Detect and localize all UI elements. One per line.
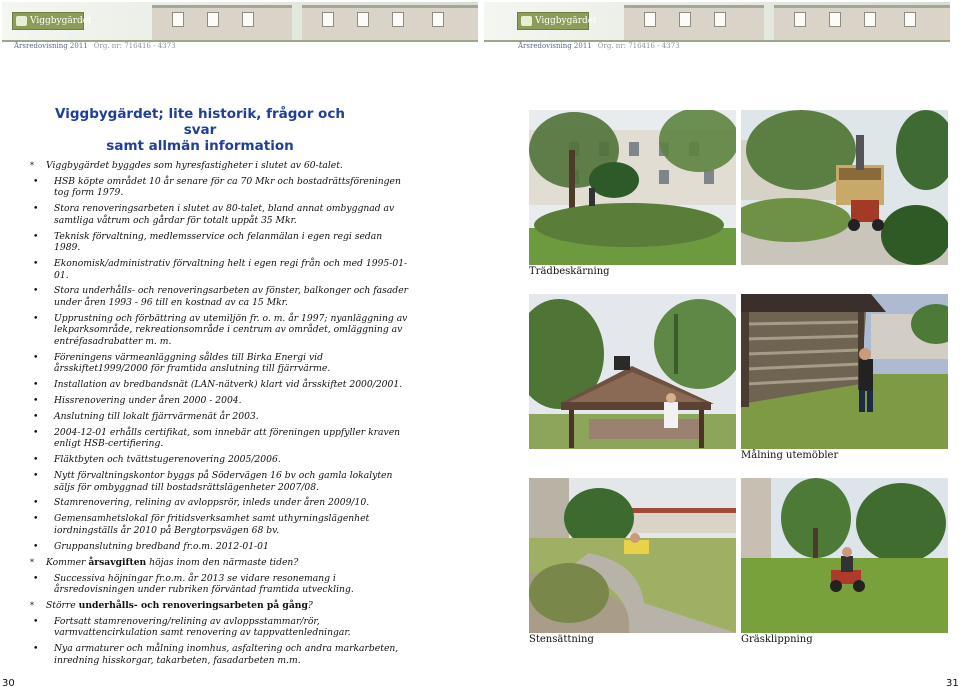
bullet: • bbox=[33, 540, 39, 552]
item-prefix: Kommer bbox=[46, 556, 89, 568]
item-text bbox=[46, 600, 313, 611]
bullet: • bbox=[33, 312, 39, 324]
lawn-mowing-photo bbox=[741, 478, 948, 633]
bullet: * bbox=[30, 161, 34, 170]
caption-tree-pruning: Trädbeskärning bbox=[529, 266, 610, 277]
item-text: Upprustning och förbättring av utemiljön fr. o. m. år 1997; nyanläggning av lekparksområde, rekreationsområde i centrum av området, omläggning av entréfasadrabatter m. m. bbox=[54, 312, 408, 347]
history-list bbox=[30, 160, 410, 671]
bullet: • bbox=[33, 470, 39, 482]
history-item bbox=[30, 258, 410, 281]
tree-pruning-image-2 bbox=[741, 110, 948, 265]
bullet: • bbox=[33, 643, 39, 655]
history-item bbox=[30, 379, 410, 391]
bullet: • bbox=[33, 379, 39, 391]
item-text: Nytt förvaltningskontor byggs på Södervägen 16 bv och gamla lokalyten säljs för ombyggnad till bostadsrättslägenheter 2007/08. bbox=[54, 470, 393, 493]
bullet: • bbox=[33, 203, 39, 215]
bullet: • bbox=[33, 572, 39, 584]
caption-painting: Målning utemöbler bbox=[741, 450, 839, 461]
bullet: • bbox=[33, 175, 39, 187]
lawn-mowing-image bbox=[741, 478, 948, 633]
item-text: Stora underhålls- och renoveringsarbeten av fönster, balkonger och fasader under åren 1993 - 96 till en kostnad av ca 15 Mkr. bbox=[54, 285, 409, 308]
left-header-subtitle bbox=[14, 42, 176, 50]
caption-lawn-mowing: Gräsklippning bbox=[741, 634, 813, 645]
history-item bbox=[30, 231, 410, 254]
history-item bbox=[30, 454, 410, 466]
bullet: • bbox=[33, 454, 39, 466]
page-title bbox=[40, 106, 360, 154]
caption-stone-setting: Stensättning bbox=[529, 634, 594, 645]
bullet: • bbox=[33, 615, 39, 627]
title-line-2: samt allmän information bbox=[106, 138, 294, 154]
item-text: Fläktbyten och tvättstugerenovering 2005/2006. bbox=[54, 454, 281, 466]
item-text: Nya armaturer och målning inomhus, asfaltering och andra markarbeten, inredning hisskorgar, takarbeten, fasadarbeten m.m. bbox=[54, 643, 399, 666]
item-prefix: Större bbox=[46, 599, 79, 611]
item-suffix: höjas inom den närmaste tiden? bbox=[146, 556, 299, 568]
viggbygardet-logo: Viggbygärdet bbox=[12, 12, 84, 30]
history-item bbox=[30, 513, 410, 536]
item-text: Föreningens värmeanläggning såldes till Birka Energi vid årsskiftet1999/2000 för framtida anslutning till fjärrvärme. bbox=[54, 351, 331, 375]
bullet: • bbox=[33, 285, 39, 297]
painting-photo-1 bbox=[529, 294, 736, 449]
history-item bbox=[30, 643, 410, 666]
item-text: Viggbygärdet byggdes som hyresfastigheter i slutet av 60-talet. bbox=[46, 160, 343, 171]
bullet: • bbox=[33, 258, 39, 270]
report-label-right: Årsredovisning 2011 bbox=[518, 42, 592, 50]
history-item bbox=[30, 541, 410, 553]
item-text: Fortsatt stamrenovering/relining av avloppsstammar/rör, varmvattencirkulation samt renovering av tappvattenledningar. bbox=[54, 615, 351, 639]
bullet: * bbox=[30, 600, 34, 610]
bullet: * bbox=[30, 557, 34, 567]
item-text: Gemensamhetslokal för fritidsverksamhet samt uthyrningslägenhet iordningställs år 2010 på Bergtorpsvägen 68 bv. bbox=[54, 513, 370, 536]
history-item bbox=[30, 352, 410, 375]
right-header-subtitle bbox=[518, 42, 680, 50]
painting-photo-2 bbox=[741, 294, 948, 449]
history-item bbox=[30, 203, 410, 226]
viggbygardet-logo-right: Viggbygärdet bbox=[517, 12, 589, 30]
item-text: Installation av bredbandsnät (LAN-nätverk) klart vid årsskiftet 2000/2001. bbox=[54, 379, 403, 391]
history-item bbox=[30, 411, 410, 423]
item-suffix: ? bbox=[307, 599, 313, 611]
item-text: Gruppanslutning bredband fr.o.m. 2012-01-01 bbox=[54, 540, 269, 552]
bullet: • bbox=[33, 351, 39, 363]
tree-pruning-photo-1 bbox=[529, 110, 736, 265]
item-text: Stora renoveringsarbeten i slutet av 80-talet, bland annat ombyggnad av samtliga våtrum och gårdar för totalt uppåt 35 Mkr. bbox=[54, 203, 395, 226]
question-item bbox=[30, 600, 410, 612]
org-number: Org. nr: 716416 - 4373 bbox=[93, 42, 176, 50]
item-text: Ekonomisk/administrativ förvaltning helt i egen regi från och med 1995-01-01. bbox=[54, 258, 408, 281]
item-text bbox=[46, 557, 298, 568]
stone-setting-image bbox=[529, 478, 736, 633]
history-item bbox=[30, 285, 410, 308]
report-label: Årsredovisning 2011 bbox=[14, 42, 88, 50]
item-text: Teknisk förvaltning, medlemsservice och felanmälan i egen regi sedan 1989. bbox=[54, 230, 383, 254]
item-text: Anslutning till lokalt fjärrvärmenät år 2003. bbox=[54, 410, 259, 422]
question-item bbox=[30, 557, 410, 569]
page-number-left: 30 bbox=[2, 678, 15, 687]
history-item bbox=[30, 176, 410, 199]
org-number-right: Org. nr: 716416 - 4373 bbox=[597, 42, 680, 50]
tree-pruning-photo-2 bbox=[741, 110, 948, 265]
item-text: Successiva höjningar fr.o.m. år 2013 se vidare resonemang i årsredovisningen under rubriken förväntad framtida utveckling. bbox=[54, 572, 354, 596]
history-item bbox=[30, 573, 410, 596]
bullet: • bbox=[33, 497, 39, 509]
item-emphasis: underhålls- och renoveringsarbeten på gång bbox=[78, 599, 308, 611]
history-item bbox=[30, 313, 410, 348]
painting-image-2 bbox=[741, 294, 948, 449]
history-item bbox=[30, 470, 410, 493]
question-item bbox=[30, 160, 410, 172]
bullet: • bbox=[33, 230, 39, 242]
page-number-right: 31 bbox=[946, 678, 959, 687]
item-text: Stamrenovering, relining av avloppsrör, inleds under åren 2009/10. bbox=[54, 497, 370, 509]
title-line-1: Viggbygärdet; lite historik, frågor och svar bbox=[55, 106, 345, 138]
history-item bbox=[30, 395, 410, 407]
left-page-header bbox=[2, 2, 478, 40]
history-item bbox=[30, 616, 410, 639]
item-emphasis: årsavgiften bbox=[88, 556, 147, 568]
bullet: • bbox=[33, 426, 39, 438]
right-page-header bbox=[484, 2, 950, 40]
painting-image-1 bbox=[529, 294, 736, 449]
item-text: Hissrenovering under åren 2000 - 2004. bbox=[54, 395, 242, 407]
tree-pruning-image-1 bbox=[529, 110, 736, 265]
bullet: • bbox=[33, 395, 39, 407]
bullet: • bbox=[33, 513, 39, 525]
item-text: HSB köpte området 10 år senare för ca 70 Mkr och bostadrättsföreningen tog form 1979. bbox=[54, 175, 401, 199]
history-item bbox=[30, 497, 410, 509]
item-text: 2004-12-01 erhålls certifikat, som innebär att föreningen uppfyller kraven enligt HSB-certifiering. bbox=[54, 426, 401, 450]
stone-setting-photo bbox=[529, 478, 736, 633]
history-item bbox=[30, 427, 410, 450]
bullet: • bbox=[33, 410, 39, 422]
